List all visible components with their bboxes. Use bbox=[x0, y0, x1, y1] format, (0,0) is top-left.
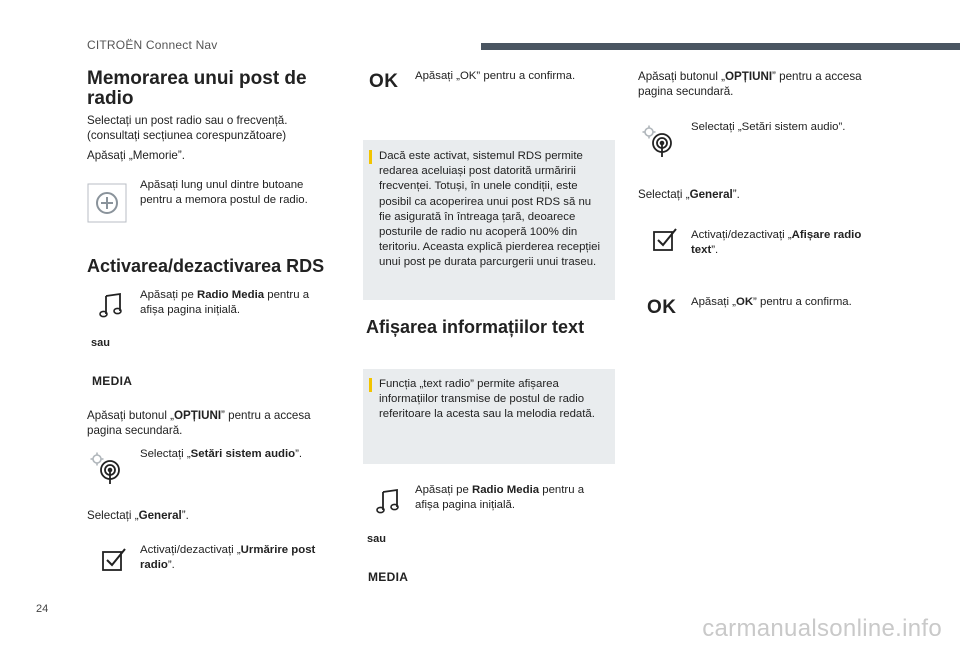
ok-step: Apăsați „OK” pentru a confirma. bbox=[415, 70, 576, 82]
general-paragraph: Selectați „General”. bbox=[638, 188, 740, 201]
text-info-title: Afișarea informațiilor text bbox=[366, 317, 585, 337]
memo-step: Apăsați lung unul dintre butoane pentru a memora postul de radio. bbox=[140, 179, 308, 206]
rds-step-2: Selectați „Setări sistem audio”. bbox=[140, 448, 303, 460]
radio-text-step: Activați/dezactivați „Afișare radio text”. bbox=[691, 229, 862, 256]
info-box-rds bbox=[363, 140, 615, 300]
settings-audio-icon bbox=[89, 451, 123, 485]
rds-paragraph-options: Apăsați butonul „OPȚIUNI” pentru a accesa pagina secundară. bbox=[87, 409, 311, 437]
watermark: carmanualsonline.info bbox=[702, 615, 942, 642]
info-text-radio: Funcția „text radio” permite afișarea informațiilor transmise de postul de radio referitoare la acesta sau la melodia redată. bbox=[379, 378, 595, 421]
options-paragraph: Apăsați butonul „OPȚIUNI” pentru a accesa pagina secundară. bbox=[638, 70, 862, 98]
page-number: 24 bbox=[36, 603, 49, 615]
header-title: CITROËN Connect Nav bbox=[87, 38, 218, 52]
info-text-rds: Dacă este activat, sistemul RDS permite redarea aceluiași post datorită urmăririi frecvenței. Totuși, în unele condiții, este posibil ca acoperirea unui post RDS să nu fie asigurată în întreaga țară, deoarece posturile de radio nu acoperă 100% din teritoriu. Aceasta explică pierderea recepției unui post pe durata parcurgerii unui traseu. bbox=[379, 150, 600, 269]
ok-button-label: OK bbox=[647, 297, 677, 318]
rds-paragraph-general: Selectați „General”. bbox=[87, 509, 189, 522]
rds-step-1: Apăsați pe Radio Media pentru a afișa pagina inițială. bbox=[140, 289, 310, 316]
settings-audio-icon bbox=[641, 124, 675, 158]
media-button-label: MEDIA bbox=[368, 570, 409, 584]
info-marker bbox=[369, 378, 372, 392]
memo-title: Memorarea unui post de radio bbox=[87, 68, 307, 109]
audio-settings-step: Selectați „Setări sistem audio”. bbox=[691, 121, 846, 133]
rds-step-3: Activați/dezactivați „Urmărire post radio”. bbox=[140, 544, 316, 571]
memo-paragraph-1: Selectați un post radio sau o frecvență. (consultați secțiunea corespunzătoare) bbox=[87, 114, 288, 142]
memo-paragraph-2: Apăsați „Memorie”. bbox=[87, 149, 185, 162]
confirm-step: Apăsați „OK” pentru a confirma. bbox=[691, 296, 852, 308]
add-icon bbox=[87, 183, 127, 223]
music-note-icon bbox=[376, 488, 400, 514]
info-marker bbox=[369, 150, 372, 164]
ok-button-label: OK bbox=[369, 71, 399, 92]
rds-title: Activarea/dezactivarea RDS bbox=[87, 256, 325, 276]
checkbox-icon bbox=[652, 226, 678, 252]
info-box-text-radio bbox=[363, 369, 615, 464]
text-step-1: Apăsați pe Radio Media pentru a afișa pagina inițială. bbox=[415, 484, 585, 511]
or-label: sau bbox=[367, 533, 386, 545]
checkbox-icon bbox=[101, 546, 127, 572]
music-note-icon bbox=[99, 292, 123, 318]
media-button-label: MEDIA bbox=[92, 374, 133, 388]
header-bar bbox=[481, 43, 960, 50]
or-label: sau bbox=[91, 337, 110, 349]
